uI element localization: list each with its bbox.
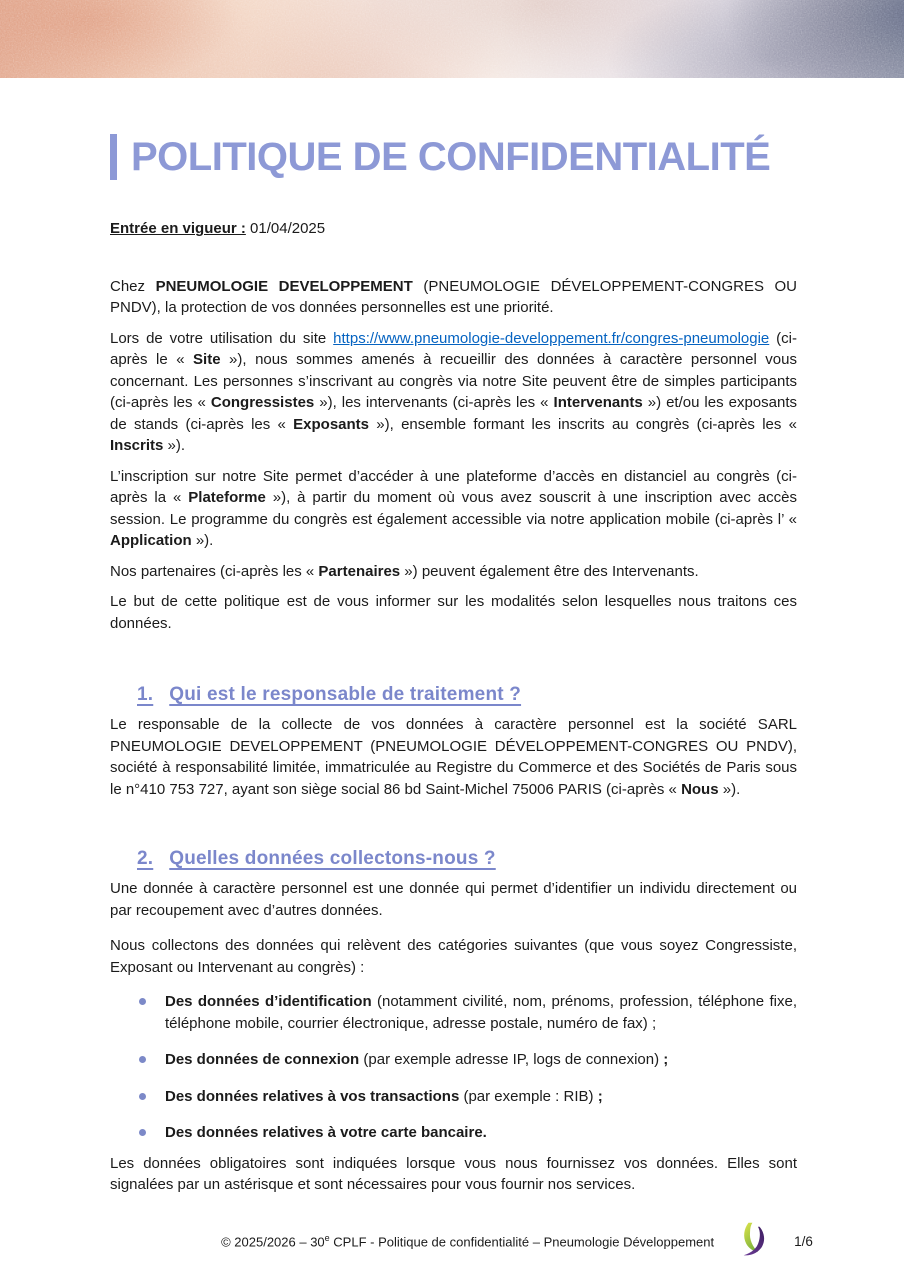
site-url-link[interactable]: https://www.pneumologie-developpement.fr/congres-pneumologie: [333, 329, 770, 347]
section-heading-1: [137, 684, 904, 706]
section-title: Qui est le responsable de traitement ?: [169, 684, 522, 705]
bullet-dot-icon: [139, 1129, 146, 1136]
paragraph-intro-2: Lors de votre utilisation du site https://www.pneumologie-developpement.fr/congres-pneumologie (ci-après le « Site »), nous sommes amenés à recueillir des données à caractère personnel vous concernant. Les personnes s’inscrivant au congrès via notre Site peuvent être de simples participants (ci-après les « Congressistes »), les intervenants (ci-après les « Intervenants ») et/ou les exposants de stands (ci-après les « Exposants »), ensemble formant les inscrits au congrès (ci-après les « Inscrits »).: [110, 329, 797, 454]
effective-date-line: [110, 218, 797, 240]
bullet-dot-icon: [139, 1093, 146, 1100]
section-number: 2.: [137, 848, 154, 869]
title-accent-bar: [110, 134, 117, 180]
paragraph-section-1: Le responsable de la collecte de vos données à caractère personnel est la société SARL PNEUMOLOGIE DEVELOPPEMENT (PNEUMOLOGIE DÉVELOPPEMENT-CONGRES OU PNDV), société à responsabilité limitée, immatriculée au Registre du Commerce et des Sociétés de Paris sous le n°410 753 727, ayant son siège social 86 bd Saint-Michel 75006 PARIS (ci-après « Nous »).: [110, 716, 797, 798]
bullet-dot-icon: [139, 1056, 146, 1063]
paragraph-intro-3: L’inscription sur notre Site permet d’accéder à une plateforme d’accès en distanciel au congrès (ci-après la « Plateforme »), à partir du moment où vous avez souscrit à une inscription avec accès session. Le programme du congrès est également accessible via notre application mobile (ci-après l’ « Application »).: [110, 467, 797, 549]
paragraph-section-2a: Une donnée à caractère personnel est une donnée qui permet d’identifier un individu directement ou par recoupement avec d’autres données.: [110, 880, 797, 919]
page-number: 1/6: [794, 1233, 813, 1249]
paragraph-intro-5: Le but de cette politique est de vous informer sur les modalités selon lesquelles nous traitons ces données.: [110, 593, 797, 632]
paragraph-intro-1: Chez PNEUMOLOGIE DEVELOPPEMENT (PNEUMOLOGIE DÉVELOPPEMENT-CONGRES OU PNDV), la protection de vos données personnelles est une priorité.: [110, 277, 797, 316]
cplf-crescent-logo-icon: [738, 1222, 770, 1260]
document-title-row: [110, 134, 904, 180]
paragraph-closing: Les données obligatoires sont indiquées lorsque vous nous fournissez vos données. Elles sont signalées par un astérisque et sont nécessaires pour vous fournir nos services.: [110, 1154, 797, 1193]
list-item: Des données d’identification (notamment civilité, nom, prénoms, profession, téléphone fixe, téléphone mobile, courrier électronique, adresse postale, numéro de fax) ;: [110, 991, 797, 1034]
effective-date-value: 01/04/2025: [250, 220, 326, 237]
list-item: Des données de connexion (par exemple adresse IP, logs de connexion) ;: [110, 1049, 797, 1071]
sand-grain-texture: [0, 0, 904, 78]
section-number: 1.: [137, 684, 154, 705]
list-item: Des données relatives à vos transactions (par exemple : RIB) ;: [110, 1086, 797, 1108]
effective-date-label: Entrée en vigueur :: [110, 220, 246, 237]
bullet-dot-icon: [139, 998, 146, 1005]
footer-copyright: © 2025/2026 – 30e CPLF - Politique de confidentialité – Pneumologie Développement: [221, 1232, 715, 1250]
section-title: Quelles données collectons-nous ?: [169, 848, 496, 869]
section-heading-2: [137, 848, 904, 870]
page-footer: [180, 1222, 854, 1260]
sand-texture-banner: [0, 0, 904, 78]
paragraph-intro-4: Nos partenaires (ci-après les « Partenaires ») peuvent également être des Intervenants.: [110, 562, 699, 580]
list-item: Des données relatives à votre carte bancaire.: [110, 1122, 797, 1144]
data-categories-list: [110, 991, 797, 1144]
paragraph-section-2b: Nous collectons des données qui relèvent des catégories suivantes (que vous soyez Congressiste, Exposant ou Intervenant au congrès) :: [110, 937, 797, 976]
page-title: POLITIQUE DE CONFIDENTIALITÉ: [131, 135, 771, 179]
